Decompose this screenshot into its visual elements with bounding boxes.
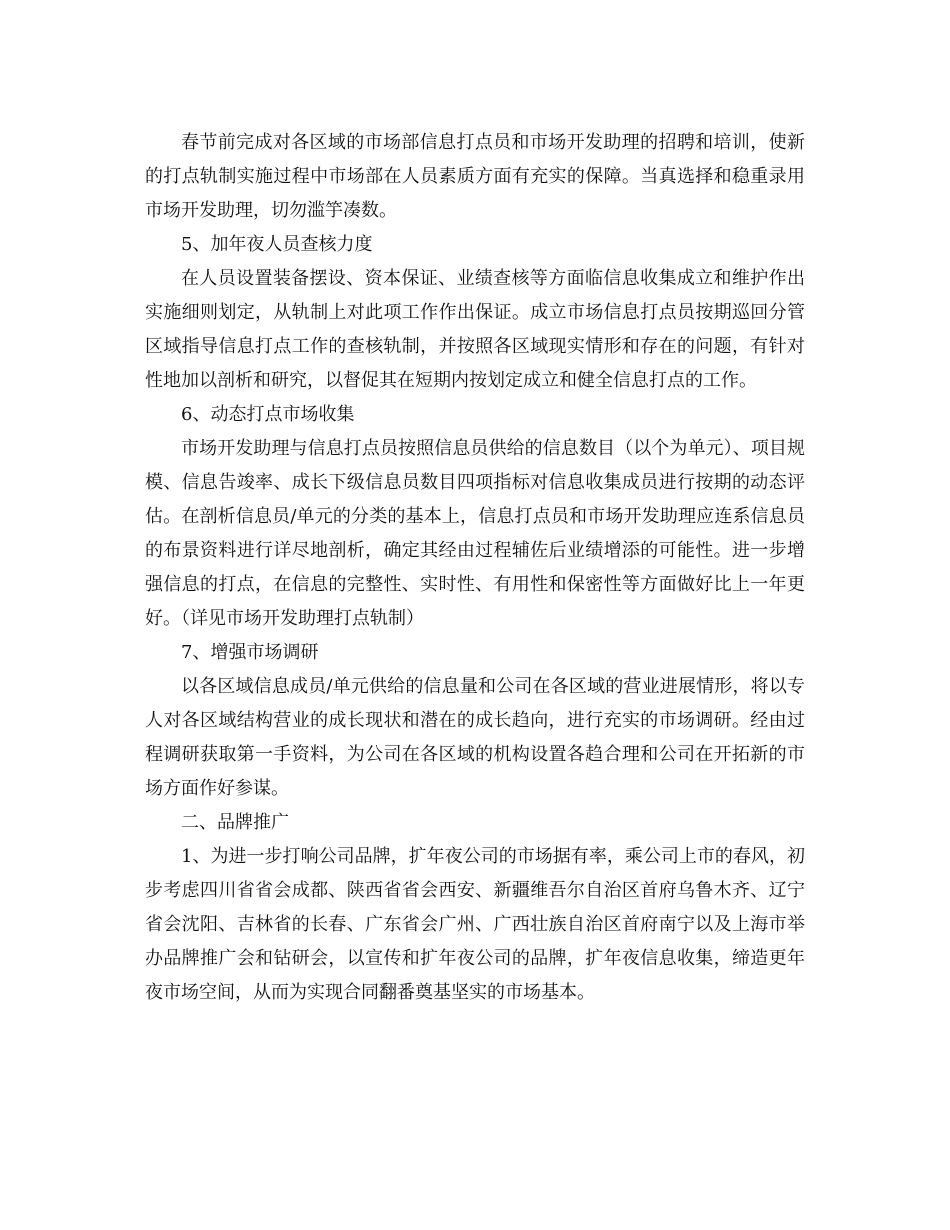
document-body [145, 126, 805, 1010]
paragraph-recruitment: 春节前完成对各区域的市场部信息打点员和市场开发助理的招聘和培训，使新的打点轨制实施过程中市场部在人员素质方面有充实的保障。当真选择和稳重录用市场开发助理，切勿滥竽凑数。 [145, 132, 805, 221]
paragraph-assessment: 在人员设置装备摆设、资本保证、业绩查核等方面临信息收集成立和维护作出实施细则划定，从轨制上对此项工作作出保证。成立市场信息打点员按期巡回分管区域指导信息打点工作的查核轨制，并按照各区域现实情形和存在的问题，有针对性地加以剖析和研究，以督促其在短期内按划定成立和健全信息打点的工作。 [145, 268, 805, 391]
heading-assessment: 5、加年夜人员查核力度 [181, 234, 373, 255]
heading-dynamic-management: 6、动态打点市场收集 [181, 404, 355, 425]
heading-brand-promotion: 二、品牌推广 [181, 812, 289, 833]
paragraph-market-research: 以各区域信息成员/单元供给的信息量和公司在各区域的营业进展情形，将以专人对各区域结构营业的成长现状和潜在的成长趋向，进行充实的市场调研。经由过程调研获取第一手资料，为公司在各区域的机构设置各趋合理和公司在开拓新的市场方面作好参谋。 [145, 676, 805, 799]
paragraph-brand-promotion: 1、为进一步打响公司品牌，扩年夜公司的市场据有率，乘公司上市的春风，初步考虑四川省省会成都、陕西省省会西安、新疆维吾尔自治区首府乌鲁木齐、辽宁省会沈阳、吉林省的长春、广东省会广州、广西壮族自治区首府南宁以及上海市举办品牌推广会和钻研会，以宣传和扩年夜公司的品牌，扩年夜信息收集，缔造更年夜市场空间，从而为实现合同翻番奠基坚实的市场基本。 [145, 846, 805, 1003]
paragraph-dynamic-management: 市场开发助理与信息打点员按照信息员供给的信息数目（以个为单元）、项目规模、信息告竣率、成长下级信息员数目四项指标对信息收集成员进行按期的动态评估。在剖析信息员/单元的分类的基本上，信息打点员和市场开发助理应连系信息员的布景资料进行详尽地剖析，确定其经由过程辅佐后业绩增添的可能性。进一步增强信息的打点，在信息的完整性、实时性、有用性和保密性等方面做好比上一年更好。（详见市场开发助理打点轨制） [145, 438, 805, 629]
heading-market-research: 7、增强市场调研 [181, 642, 319, 663]
